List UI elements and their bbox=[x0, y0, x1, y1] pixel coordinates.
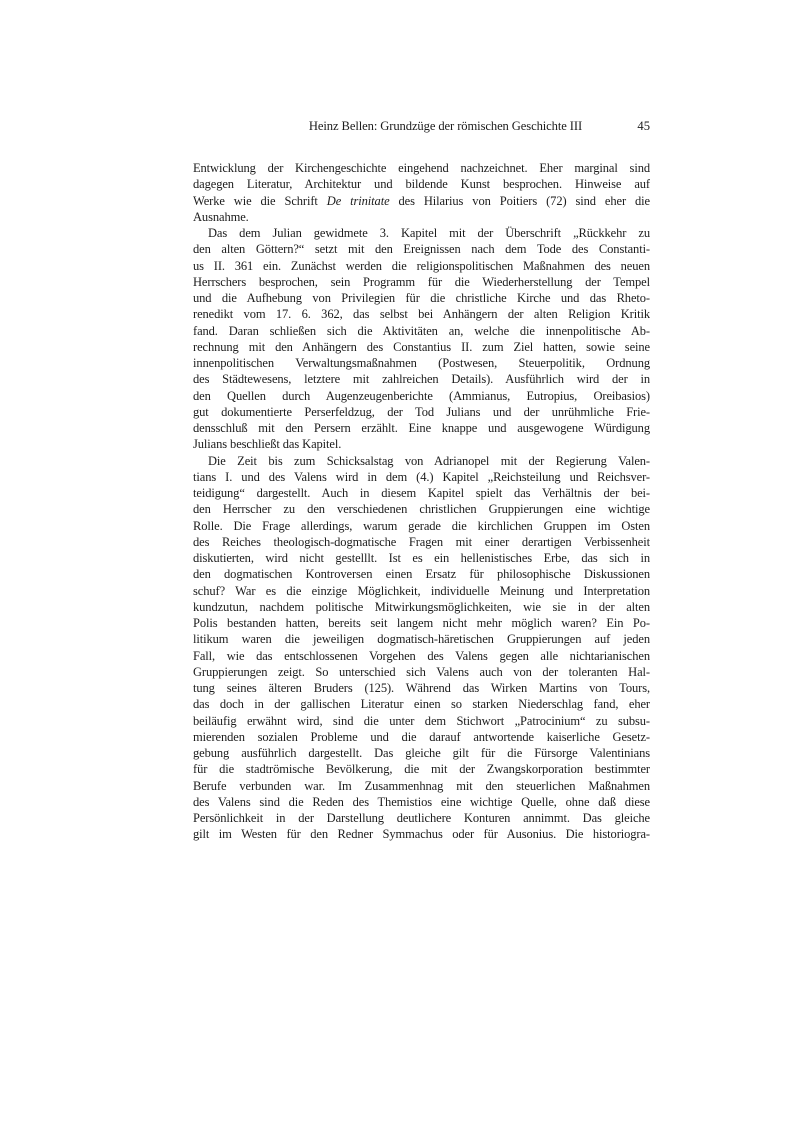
text-line: Die Zeit bis zum Schicksalstag von Adrianopel mit der Regierung Valen- bbox=[208, 453, 650, 468]
text-line: das doch in der gallischen Literatur einen so starken Niederschlag fand, eher bbox=[193, 697, 650, 712]
paragraph bbox=[193, 160, 650, 225]
text-line: rechnung mit den Anhängern des Constantius II. zum Ziel hatten, sowie seine bbox=[193, 339, 650, 354]
text-line: densschluß mit den Persern erzählt. Eine knappe und ausgewogene Würdigung bbox=[193, 421, 650, 435]
text-line: Ausnahme. bbox=[193, 209, 249, 224]
text-line: Fall, wie das entschlossenen Vorgehen des Valens gegen alle nichtarianischen bbox=[193, 648, 650, 663]
paragraph bbox=[193, 453, 650, 843]
text-line: Herrschers besprochen, sein Programm für die Wiederherstellung der Tempel bbox=[193, 274, 650, 289]
text-line: und die Aufhebung von Privilegien für die christliche Kirche und das Rheto- bbox=[193, 291, 650, 305]
text-line: schuf? War es die einzige Möglichkeit, individuelle Meinung und Interpretation bbox=[193, 583, 650, 598]
text-block bbox=[193, 160, 650, 843]
text-line: mierenden sozialen Probleme und die darauf antwortende kaiserliche Gesetz- bbox=[193, 729, 650, 744]
text-line: Persönlichkeit in der Darstellung deutlichere Konturen annimmt. Das gleiche bbox=[193, 811, 650, 825]
text-line: Gruppierungen zeigt. So unterschied sich Valens auch von der toleranten Hal- bbox=[193, 664, 650, 679]
running-head-title: Heinz Bellen: Grundzüge der römischen Geschichte III bbox=[308, 119, 583, 133]
text-line: gilt im Westen für den Redner Symmachus oder für Ausonius. Die historiogra- bbox=[193, 827, 650, 842]
running-head bbox=[193, 119, 650, 136]
page-number: 45 bbox=[637, 119, 650, 133]
text-line: den dogmatischen Kontroversen einen Ersatz für philosophische Diskussionen bbox=[193, 567, 650, 582]
text-line: für die stadtrömische Bevölkerung, die mit der Zwangskorporation bestimmter bbox=[193, 762, 650, 777]
text-line: den Herrscher zu den verschiedenen christlichen Gruppierungen eine wichtige bbox=[193, 502, 650, 517]
text-segment: des Hilarius von Poitiers (72) sind eher die bbox=[389, 193, 650, 208]
text-line: us II. 361 ein. Zunächst werden die religionspolitischen Maßnahmen des neuen bbox=[193, 258, 650, 273]
text-line: den alten Göttern?“ setzt mit den Ereignissen nach dem Tode des Constanti- bbox=[193, 242, 650, 257]
text-line: dagegen Literatur, Architektur und bildende Kunst besprochen. Hinweise auf bbox=[193, 177, 650, 192]
text-line: Rolle. Die Frage allerdings, warum gerade die kirchlichen Gruppen im Osten bbox=[193, 518, 650, 533]
text-line: renedikt vom 17. 6. 362, das selbst bei Anhängern der alten Religion Kritik bbox=[193, 307, 650, 322]
text-line: beiläufig erwähnt wird, sind die unter dem Stichwort „Patrocinium“ zu subsu- bbox=[193, 713, 650, 728]
text-line: Julians beschließt das Kapitel. bbox=[193, 437, 342, 452]
text-line: des Städtewesens, letztere mit zahlreichen Details). Ausführlich wird der in bbox=[193, 372, 650, 387]
text-line: des Reiches theologisch-dogmatische Fragen mit einer derartigen Verbissenheit bbox=[193, 534, 650, 549]
text-line: kundzutun, nachdem politische Mitwirkungsmöglichkeiten, wie sie in der alten bbox=[193, 599, 650, 614]
italic-text: De trinitate bbox=[326, 193, 390, 208]
paragraph bbox=[193, 225, 650, 453]
text-line: Polis bestanden hatten, bereits seit langem nicht mehr möglich waren? Ein Po- bbox=[193, 616, 650, 630]
text-line: Entwicklung der Kirchengeschichte eingehend nachzeichnet. Eher marginal sind bbox=[193, 161, 650, 175]
text-line: tung seines älteren Bruders (125). Während das Wirken Martins von Tours, bbox=[193, 681, 650, 695]
text-line bbox=[193, 193, 650, 209]
text-line: litikum waren die jeweiligen dogmatisch-häretischen Gruppierungen auf jeden bbox=[193, 632, 650, 647]
text-line: diskutierten, wird nicht gestelllt. Ist es ein hellenistisches Erbe, das sich in bbox=[193, 551, 650, 565]
text-line: den Quellen durch Augenzeugenberichte (Ammianus, Eutropius, Oreibasios) bbox=[193, 388, 650, 403]
text-segment: Werke wie die Schrift bbox=[193, 193, 327, 208]
text-line: gut dokumentierte Perserfeldzug, der Tod Julians und der unrühmliche Frie- bbox=[193, 404, 650, 419]
text-line: Berufe verbunden war. Im Zusammenhnag mit den steuerlichen Maßnahmen bbox=[193, 778, 650, 793]
text-line: des Valens sind die Reden des Themistios eine wichtige Quelle, ohne daß diese bbox=[193, 794, 650, 809]
text-line: Das dem Julian gewidmete 3. Kapitel mit der Überschrift „Rückkehr zu bbox=[208, 226, 650, 240]
text-line: innenpolitischen Verwaltungsmaßnahmen (Postwesen, Steuerpolitik, Ordnung bbox=[193, 356, 650, 370]
text-line: tians I. und des Valens wird in dem (4.) Kapitel „Reichsteilung und Reichsver- bbox=[193, 469, 650, 484]
text-line: gebung ausführlich dargestellt. Das gleiche gilt für die Fürsorge Valentinians bbox=[193, 746, 650, 760]
text-line: fand. Daran schließen sich die Aktivitäten an, welche die innenpolitische Ab- bbox=[193, 323, 650, 338]
text-line: teidigung“ dargestellt. Auch in diesem Kapitel spielt das Verhältnis der bei- bbox=[193, 486, 650, 500]
